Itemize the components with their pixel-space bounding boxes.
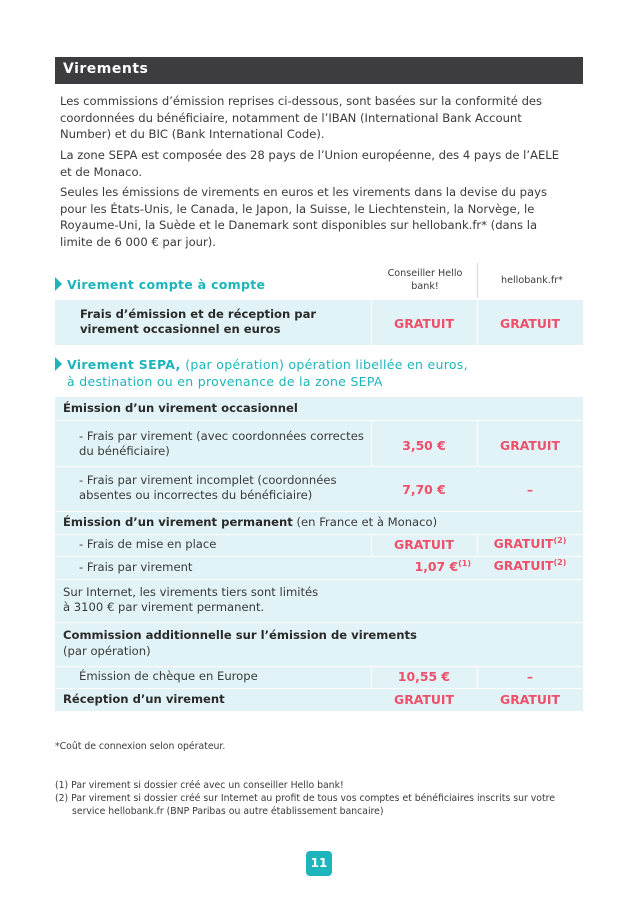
price-hellobank [477, 558, 583, 573]
row-label-frais-virement-incomplet: - Frais par virement incomplet (coordonnées absentes ou incorrectes du bénéficiaire) [79, 473, 337, 502]
triangle-arrow-icon [55, 357, 62, 371]
price-hellobank: – [526, 669, 534, 684]
price-conseiller: 7,70 € [402, 482, 446, 497]
row-label-cheque-europe: Émission de chèque en Europe [79, 669, 258, 683]
section-compte-a-compte-title: Virement compte à compte [67, 277, 266, 292]
price-value: 1,07 € [414, 559, 459, 575]
row-label-frais-emission-reception: Frais d’émission et de réception par virement occasionnel en euros [80, 307, 317, 336]
price-hellobank: GRATUIT [500, 692, 560, 707]
sepa-title-label: Virement SEPA, [67, 357, 181, 372]
row-label-frais-par-virement: - Frais par virement [79, 560, 193, 574]
price-hellobank: GRATUIT [500, 316, 560, 331]
heading-permanent-label: Émission d’un virement permanent [63, 515, 293, 529]
price-conseiller: 10,55 € [397, 669, 451, 684]
footnote-ref: (2) [553, 536, 567, 545]
price-value: GRATUIT [493, 536, 554, 552]
heading-commission-suffix: (par opération) [63, 644, 151, 658]
footnote-1: (1) Par virement si dossier créé avec un conseiller Hello bank! [55, 780, 344, 791]
heading-occasionnel: Émission d’un virement occasionnel [63, 401, 298, 415]
footnote-ref: (2) [553, 558, 567, 567]
heading-commission: Commission additionnelle sur l’émission de virements [63, 628, 417, 642]
page-number: 11 [306, 851, 332, 876]
permanent-limit-note: Sur Internet, les virements tiers sont limités à 3100 € par virement permanent. [63, 585, 319, 614]
heading-permanent-suffix: (en France et à Monaco) [296, 515, 438, 529]
price-conseiller: GRATUIT [394, 316, 454, 331]
section-sepa-title [67, 357, 468, 372]
column-divider [477, 263, 478, 298]
intro-paragraph-3: Seules les émissions de virements en euros et les virements dans la devise du pays pour les États-Unis, le Canada, le Japon, la Suisse, le Liechtenstein, la Norvège, le Royaume-Uni, la Suède et le Danemark sont disponibles sur hellobank.fr* (dans la limite de 6 000 € par jour). [60, 185, 547, 249]
price-conseiller: 3,50 € [402, 438, 446, 453]
row-label-frais-virement: - Frais par virement (avec coordonnées correctes du bénéficiaire) [79, 429, 364, 458]
price-conseiller: GRATUIT [394, 692, 454, 707]
footnote-ref: (1) [458, 559, 471, 568]
row-label-reception: Réception d’un virement [63, 692, 225, 706]
sepa-subtitle-b: à destination ou en provenance de la zone SEPA [67, 374, 383, 389]
footnote-2-continued: service hellobank.fr (BNP Paribas ou autre établissement bancaire) [72, 806, 384, 817]
price-value: GRATUIT [493, 558, 554, 574]
price-conseiller [371, 559, 477, 574]
footnote-star: *Coût de connexion selon opérateur. [55, 741, 226, 752]
column-header-conseiller: Conseiller Hello bank! [387, 268, 463, 292]
heading-permanent [63, 515, 437, 530]
section-header [55, 57, 583, 84]
footnote-2: (2) Par virement si dossier créé sur Internet au profit de tous vos comptes et bénéficiaires inscrits sur votre [55, 793, 555, 804]
sepa-subtitle-a: (par opération) opération libellée en euros, [185, 357, 468, 372]
price-hellobank: – [526, 482, 534, 497]
price-hellobank: GRATUIT [500, 438, 560, 453]
intro-paragraph-2: La zone SEPA est composée des 28 pays de l’Union européenne, des 4 pays de l’AELE et de Monaco. [60, 148, 560, 179]
intro-paragraph-1: Les commissions d’émission reprises ci-dessous, sont basées sur la conformité des coordonnées du bénéficiaire, notamment de l’IBAN (International Bank Account Number) et du BIC (Bank International Code). [60, 94, 543, 142]
row-label-mise-en-place: - Frais de mise en place [79, 537, 217, 551]
triangle-arrow-icon [55, 277, 62, 291]
column-header-hellobank: hellobank.fr* [501, 275, 563, 286]
section-title: Virements [63, 61, 149, 77]
price-conseiller: GRATUIT [394, 537, 454, 552]
price-hellobank [477, 536, 583, 551]
